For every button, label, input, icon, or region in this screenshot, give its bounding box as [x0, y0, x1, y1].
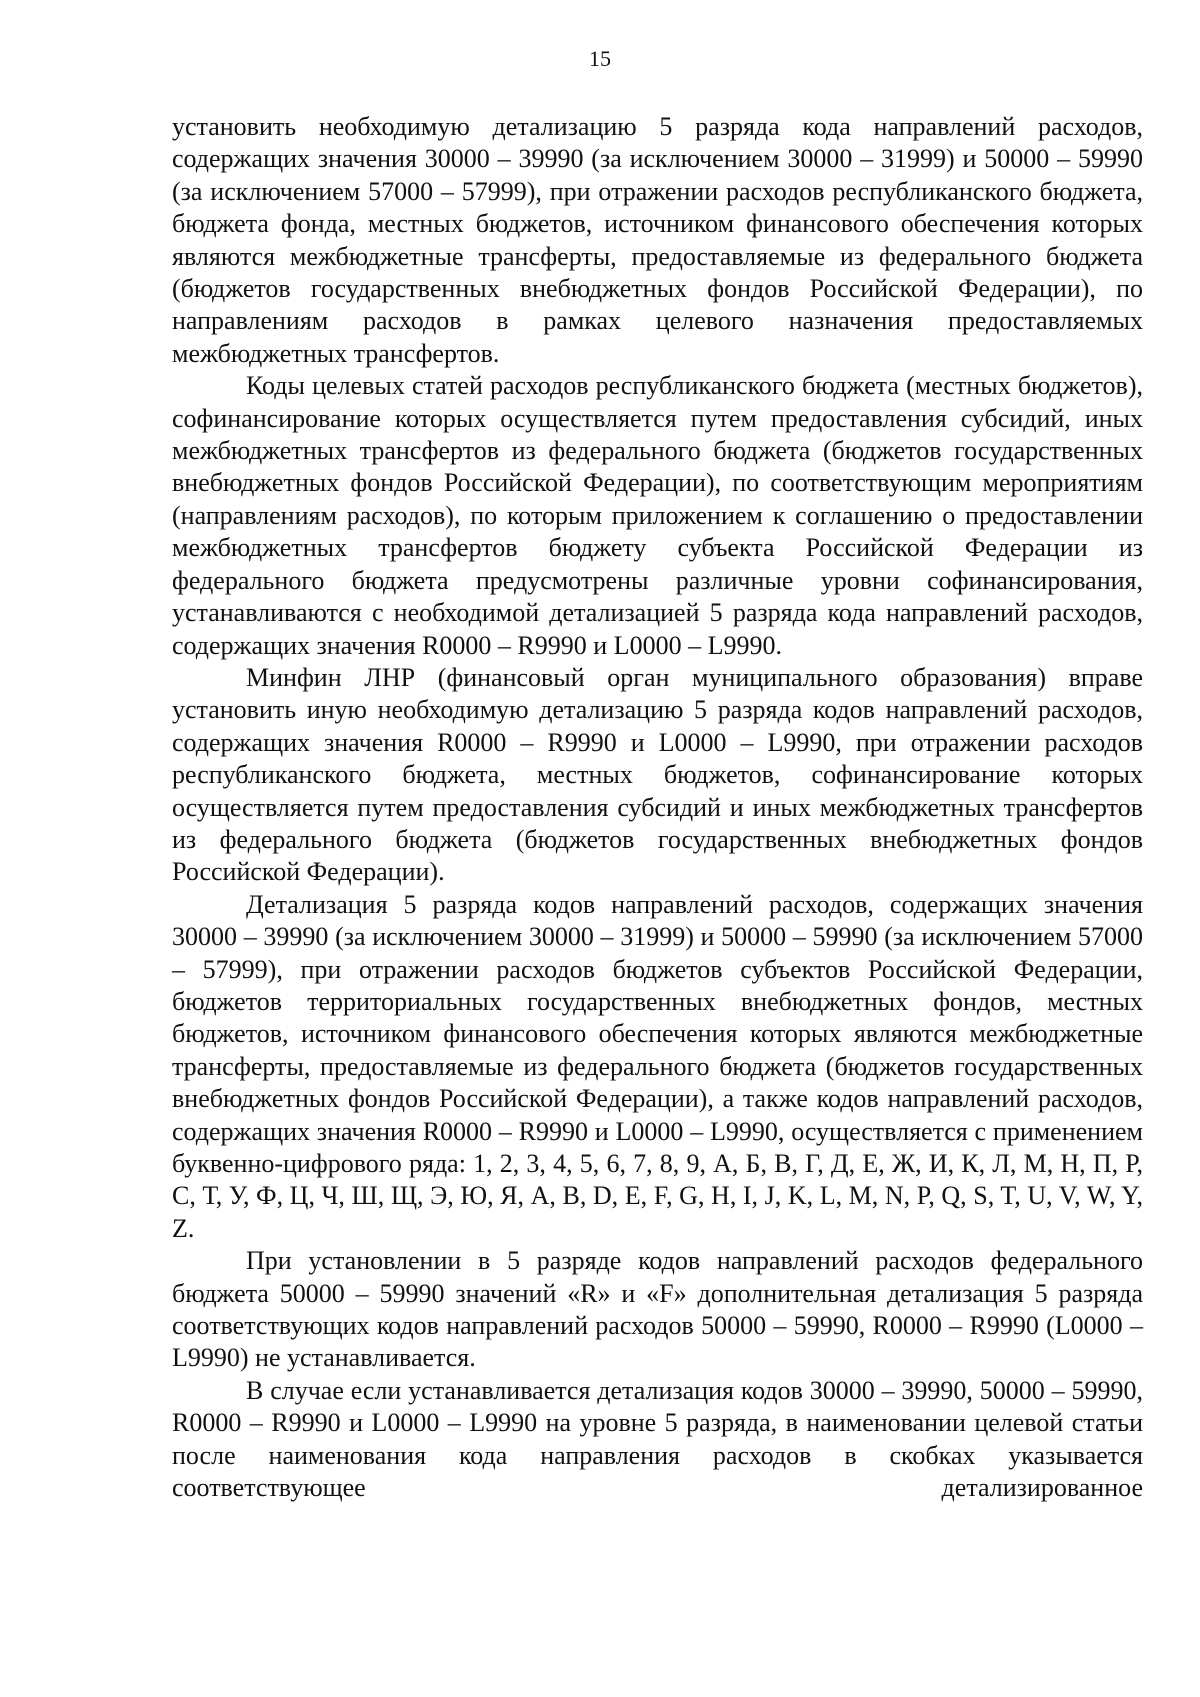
paragraph-5: При установлении в 5 разряде кодов направлений расходов федерального бюджета 50000 – 59990 значений «R» и «F» дополнительная детализация 5 разряда соответствующих кодов направлений расходов 50000 – 59990, R0000 – R9990 (L0000 – L9990) не устанавливается.: [172, 1246, 1143, 1373]
page-number: 15: [589, 46, 611, 71]
paragraph-2: Коды целевых статей расходов республиканского бюджета (местных бюджетов), софинансирование которых осуществляется путем предоставления субсидий, иных межбюджетных трансфертов из федерального бюджета (бюджетов государственных внебюджетных фондов Российской Федерации), по соответствующим мероприятиям (направлениям расходов), по которым приложением к соглашению о предоставлении межбюджетных трансфертов бюджету субъекта Российской Федерации из федерального бюджета предусмотрены различные уровни софинансирования, устанавливаются с необходимой детализацией 5 разряда кода направлений расходов, содержащих значения R0000 – R9990 и L0000 – L9990.: [172, 371, 1143, 660]
paragraph-4: Детализация 5 разряда кодов направлений расходов, содержащих значения 30000 – 39990 (за исключением 30000 – 31999) и 50000 – 59990 (за исключением 57000 – 57999), при отражении расходов бюджетов субъектов Российской Федерации, бюджетов территориальных государственных внебюджетных фондов, местных бюджетов, источником финансового обеспечения которых являются межбюджетные трансферты, предоставляемые из федерального бюджета (бюджетов государственных внебюджетных фондов Российской Федерации), а также кодов направлений расходов, содержащих значения R0000 – R9990 и L0000 – L9990, осуществляется с применением буквенно-цифрового ряда: 1, 2, 3, 4, 5, 6, 7, 8, 9, А, Б, В, Г, Д, Е, Ж, И, К, Л, М, Н, П, Р, С, Т, У, Ф, Ц, Ч, Ш, Щ, Э, Ю, Я, A, B, D, E, F, G, H, I, J, K, L, M, N, P, Q, S, T, U, V, W, Y, Z.: [172, 889, 1143, 1243]
paragraph-6: В случае если устанавливается детализация кодов 30000 – 39990, 50000 – 59990, R0000 – R9990 и L0000 – L9990 на уровне 5 разряда, в наименовании целевой статьи после наименования кода направления расходов в скобках указывается соответствующее детализированное: [172, 1375, 1143, 1503]
document-body: [172, 111, 1143, 1504]
paragraph-3: Минфин ЛНР (финансовый орган муниципального образования) вправе установить иную необходимую детализацию 5 разряда кодов направлений расходов, содержащих значения R0000 – R9990 и L0000 – L9990, при отражении расходов республиканского бюджета, местных бюджетов, софинансирование которых осуществляется путем предоставления субсидий и иных межбюджетных трансфертов из федерального бюджета (бюджетов государственных внебюджетных фондов Российской Федерации).: [172, 662, 1143, 887]
paragraph-1: установить необходимую детализацию 5 разряда кода направлений расходов, содержащих значения 30000 – 39990 (за исключением 30000 – 31999) и 50000 – 59990 (за исключением 57000 – 57999), при отражении расходов республиканского бюджета, бюджета фонда, местных бюджетов, источником финансового обеспечения которых являются межбюджетные трансферты, предоставляемые из федерального бюджета (бюджетов государственных внебюджетных фондов Российской Федерации), по направлениям расходов в рамках целевого назначения предоставляемых межбюджетных трансфертов.: [172, 112, 1143, 368]
